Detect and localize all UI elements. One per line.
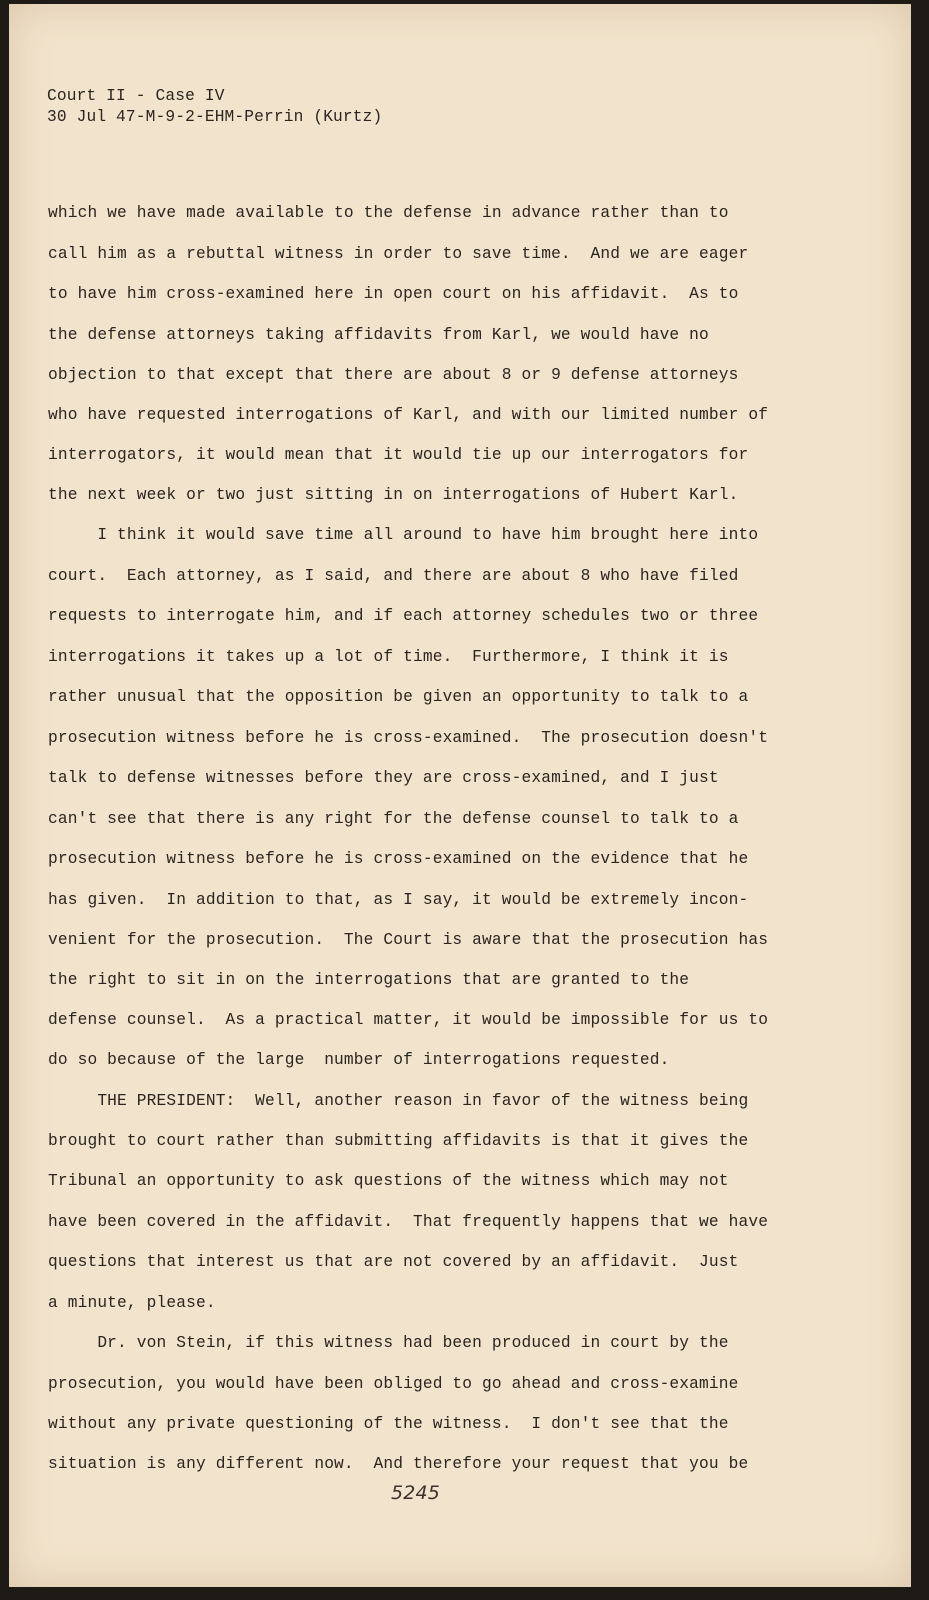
document-page bbox=[9, 4, 911, 1587]
transcript-line: do so because of the large number of interrogations requested. bbox=[48, 1051, 670, 1069]
transcript-line: objection to that except that there are about 8 or 9 defense attorneys bbox=[48, 366, 739, 384]
transcript-line: which we have made available to the defense in advance rather than to bbox=[48, 204, 729, 222]
page-number: 5245 bbox=[391, 1482, 440, 1504]
document-header bbox=[47, 86, 382, 128]
header-date-line: 30 Jul 47-M-9-2-EHM-Perrin (Kurtz) bbox=[47, 108, 383, 126]
transcript-line: prosecution, you would have been obliged to go ahead and cross-examine bbox=[48, 1375, 739, 1393]
transcript-line: I think it would save time all around to have him brought here into bbox=[48, 526, 759, 544]
transcript-line: a minute, please. bbox=[48, 1294, 216, 1312]
transcript-line: interrogators, it would mean that it would tie up our interrogators for bbox=[48, 446, 749, 464]
transcript-line: questions that interest us that are not covered by an affidavit. Just bbox=[48, 1253, 739, 1271]
transcript-line: has given. In addition to that, as I say, it would be extremely incon- bbox=[48, 891, 749, 909]
transcript-line: defense counsel. As a practical matter, it would be impossible for us to bbox=[48, 1011, 769, 1029]
transcript-line: THE PRESIDENT: Well, another reason in favor of the witness being bbox=[48, 1092, 749, 1110]
transcript-line: brought to court rather than submitting affidavits is that it gives the bbox=[48, 1132, 749, 1150]
transcript-line: rather unusual that the opposition be given an opportunity to talk to a bbox=[48, 688, 749, 706]
transcript-line: without any private questioning of the witness. I don't see that the bbox=[48, 1415, 729, 1433]
transcript-line: situation is any different now. And therefore your request that you be bbox=[48, 1455, 749, 1473]
transcript-line: call him as a rebuttal witness in order to save time. And we are eager bbox=[48, 245, 749, 263]
transcript-line: Tribunal an opportunity to ask questions of the witness which may not bbox=[48, 1172, 729, 1190]
header-court-line: Court II - Case IV bbox=[47, 87, 225, 105]
transcript-line: the next week or two just sitting in on interrogations of Hubert Karl. bbox=[48, 486, 739, 504]
transcript-line: requests to interrogate him, and if each attorney schedules two or three bbox=[48, 607, 759, 625]
transcript-line: the defense attorneys taking affidavits from Karl, we would have no bbox=[48, 326, 709, 344]
transcript-line: venient for the prosecution. The Court is aware that the prosecution has bbox=[48, 931, 769, 949]
transcript-line: the right to sit in on the interrogations that are granted to the bbox=[48, 971, 690, 989]
transcript-line: prosecution witness before he is cross-examined. The prosecution doesn't bbox=[48, 729, 769, 747]
transcript-line: court. Each attorney, as I said, and there are about 8 who have filed bbox=[48, 567, 739, 585]
transcript-line: prosecution witness before he is cross-examined on the evidence that he bbox=[48, 850, 749, 868]
transcript-line: can't see that there is any right for the defense counsel to talk to a bbox=[48, 810, 739, 828]
transcript-line: have been covered in the affidavit. That frequently happens that we have bbox=[48, 1213, 769, 1231]
transcript-line: interrogations it takes up a lot of time. Furthermore, I think it is bbox=[48, 648, 729, 666]
transcript-line: Dr. von Stein, if this witness had been produced in court by the bbox=[48, 1334, 729, 1352]
transcript-line: to have him cross-examined here in open court on his affidavit. As to bbox=[48, 285, 739, 303]
transcript-line: talk to defense witnesses before they are cross-examined, and I just bbox=[48, 769, 719, 787]
transcript-line: who have requested interrogations of Karl, and with our limited number of bbox=[48, 406, 769, 424]
